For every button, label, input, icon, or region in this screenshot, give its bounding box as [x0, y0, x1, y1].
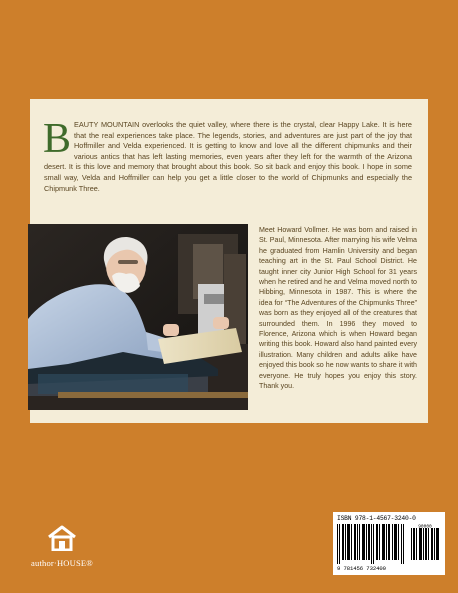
back-cover-panel	[30, 99, 428, 423]
house-icon	[47, 525, 77, 551]
isbn-number: ISBN 978-1-4567-3240-0	[337, 515, 416, 522]
barcode-addon: 90000	[418, 524, 432, 530]
intro-paragraph	[43, 116, 412, 194]
publisher-name: author·HOUSE®	[31, 558, 93, 568]
author-bio: Meet Howard Vollmer. He was born and raised in St. Paul, Minnesota. After marrying his wife Velma he graduated from Hamlin University and began teaching art in the St. Paul School District. He taught inner city Junior High School for 31 years when he retired and he and Velma moved north to Hibbing, Minnesota in 1987. This is where the idea for “The Adventures of the Chipmunks Three” was born as they enjoyed all of the creatures that surrounded them. In 1996 they moved to Florence, Arizona which is when Howard began writing this book. Howard also hand painted every illustration. Many children and adults alike have enjoyed this book so he now wants to share it with everyone. He truly hopes you enjoy this story. Thank you.	[259, 226, 417, 391]
author-photo	[28, 224, 248, 410]
barcode	[333, 512, 445, 575]
barcode-digits: 9 781456 732400	[337, 565, 386, 572]
author-photo-illustration	[28, 224, 248, 410]
intro-text: EAUTY MOUNTAIN overlooks the quiet valley, where there is the crystal, clear Happy Lake. It is here that the real experiences take place. The legends, stories, and adventures are just part of the joy that Hoffmiller and Velda experienced. It is getting to know and love all the different chipmunks and their various antics that has left lasting memories, even years after they left for the warmth of the Arizona desert. It is this love and memory that brought about this book. So sit back and enjoy this book. I hope in some small way, Velda and Hoffmiller can help you get a little closer to the world of Chipmunks and especially the Chipmunk Three.	[44, 120, 412, 193]
barcode-bars	[337, 524, 441, 564]
publisher-logo	[22, 525, 102, 568]
drop-cap: B	[43, 116, 72, 162]
